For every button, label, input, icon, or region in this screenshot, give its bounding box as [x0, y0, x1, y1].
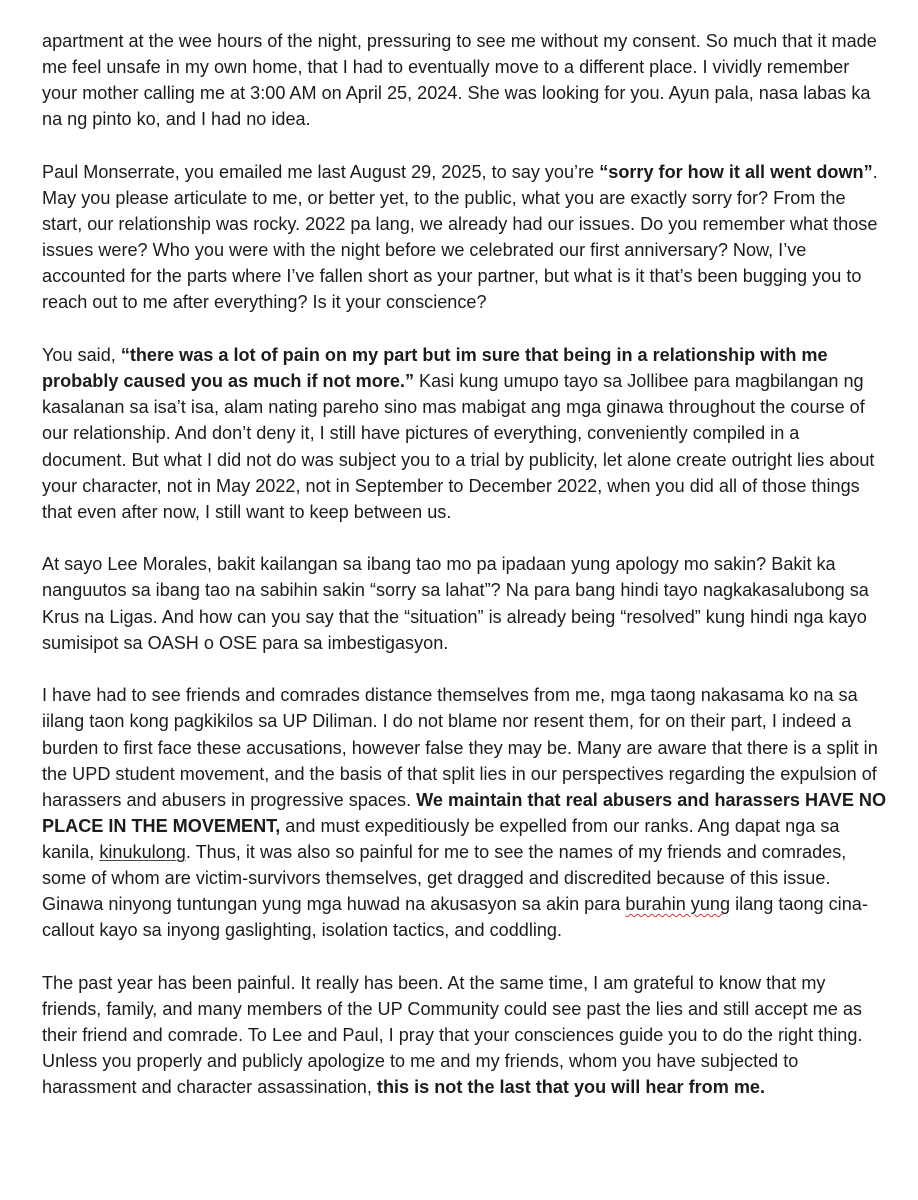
- paragraph-5: [42, 682, 887, 943]
- closing-statement: this is not the last that you will hear from me.: [376, 1077, 765, 1098]
- paragraph-3: [42, 342, 887, 525]
- paragraph-4-text: At sayo Lee Morales, bakit kailangan sa ibang tao mo pa ipadaan yung apology mo sakin? Bakit ka nanguutos sa ibang tao na sabihin sakin “sorry sa lahat”? Na para bang hindi tayo nagkakasalubong sa Krus na Ligas. And how can you say that the “situation” is already being “resolved” kung hindi nga kayo sumisipot sa OASH o OSE para sa imbestigasyon.: [42, 554, 869, 653]
- quoted-statement: “there was a lot of pain on my part but im sure that being in a relationship with me probably caused you as much if not more.”: [42, 345, 828, 392]
- paragraph-5-text-b: and must expeditiously be expelled from our ranks. Ang dapat nga sa kanila,: [42, 815, 840, 862]
- paragraph-5-text-d: ilang taong cina-callout kayo sa inyong gaslighting, isolation tactics, and coddling.: [42, 894, 868, 941]
- spellcheck-flagged-text: burahin yung: [625, 894, 731, 915]
- paragraph-2-text-a: Paul Monserrate, you emailed me last August 29, 2025, to say you’re: [42, 161, 600, 182]
- paragraph-2-text-b: . May you please articulate to me, or better yet, to the public, what you are exactly sorry for? From the start, our relationship was rocky. 2022 pa lang, we already had our issues. Do you remember what those issues were? Who you were with the night before we celebrated our first anniversary? Now, I’ve accounted for the parts where I’ve fallen short as your partner, but what is it that’s been bugging you to reach out to me after everything? Is it your conscience?: [42, 161, 878, 313]
- quoted-apology: “sorry for how it all went down”: [599, 161, 873, 182]
- paragraph-6-text-a: The past year has been painful. It really has been. At the same time, I am grateful to know that my friends, family, and many members of the UP Community could see past the lies and still accept me as their friend and comrade. To Lee and Paul, I pray that your consciences guide you to do the right thing. Unless you properly and publicly apologize to me and my friends, whom you have subjected to harassment and character assassination,: [42, 972, 863, 1098]
- paragraph-3-text-b: Kasi kung umupo tayo sa Jollibee para magbilangan ng kasalanan sa isa’t isa, alam nating pareho sino mas mabigat ang mga ginawa throughout the course of our relationship. And don’t deny it, I still have pictures of everything, conveniently compiled in a document. But what I did not do was subject you to a trial by publicity, let alone create outright lies about your character, not in May 2022, not in September to December 2022, when you did all of those things that even after now, I still want to keep between us.: [42, 371, 875, 522]
- underlined-word: kinukulong: [99, 841, 186, 862]
- paragraph-5-text-a: I have had to see friends and comrades distance themselves from me, mga taong nakasama ko na sa iilang taon kong pagkikilos sa UP Diliman. I do not blame nor resent them, for on their part, I indeed a burden to first face these accusations, however false they may be. Many are aware that there is a split in the UPD student movement, and the basis of that split lies in our perspectives regarding the expulsion of harassers and abusers in progressive spaces.: [42, 685, 878, 810]
- document-body: [42, 28, 887, 1127]
- paragraph-5-text-c: . Thus, it was also so painful for me to see the names of my friends and comrades, some of whom are victim-survivors themselves, get dragged and discredited because of this issue. Ginawa ninyong tuntungan yung mga huwad na akusasyon sa akin para: [42, 841, 847, 915]
- paragraph-3-text-a: You said,: [42, 345, 121, 366]
- paragraph-4: [42, 551, 887, 655]
- paragraph-1-text: apartment at the wee hours of the night, pressuring to see me without my consent. So much that it made me feel unsafe in my own home, that I had to eventually move to a different place. I vividly remember your mother calling me at 3:00 AM on April 25, 2024. She was looking for you. Ayun pala, nasa labas ka na ng pinto ko, and I had no idea.: [42, 31, 877, 130]
- movement-statement: We maintain that real abusers and harassers HAVE NO PLACE IN THE MOVEMENT,: [42, 789, 887, 836]
- paragraph-2: [42, 159, 887, 316]
- paragraph-1: [42, 28, 887, 132]
- paragraph-6: [42, 970, 887, 1100]
